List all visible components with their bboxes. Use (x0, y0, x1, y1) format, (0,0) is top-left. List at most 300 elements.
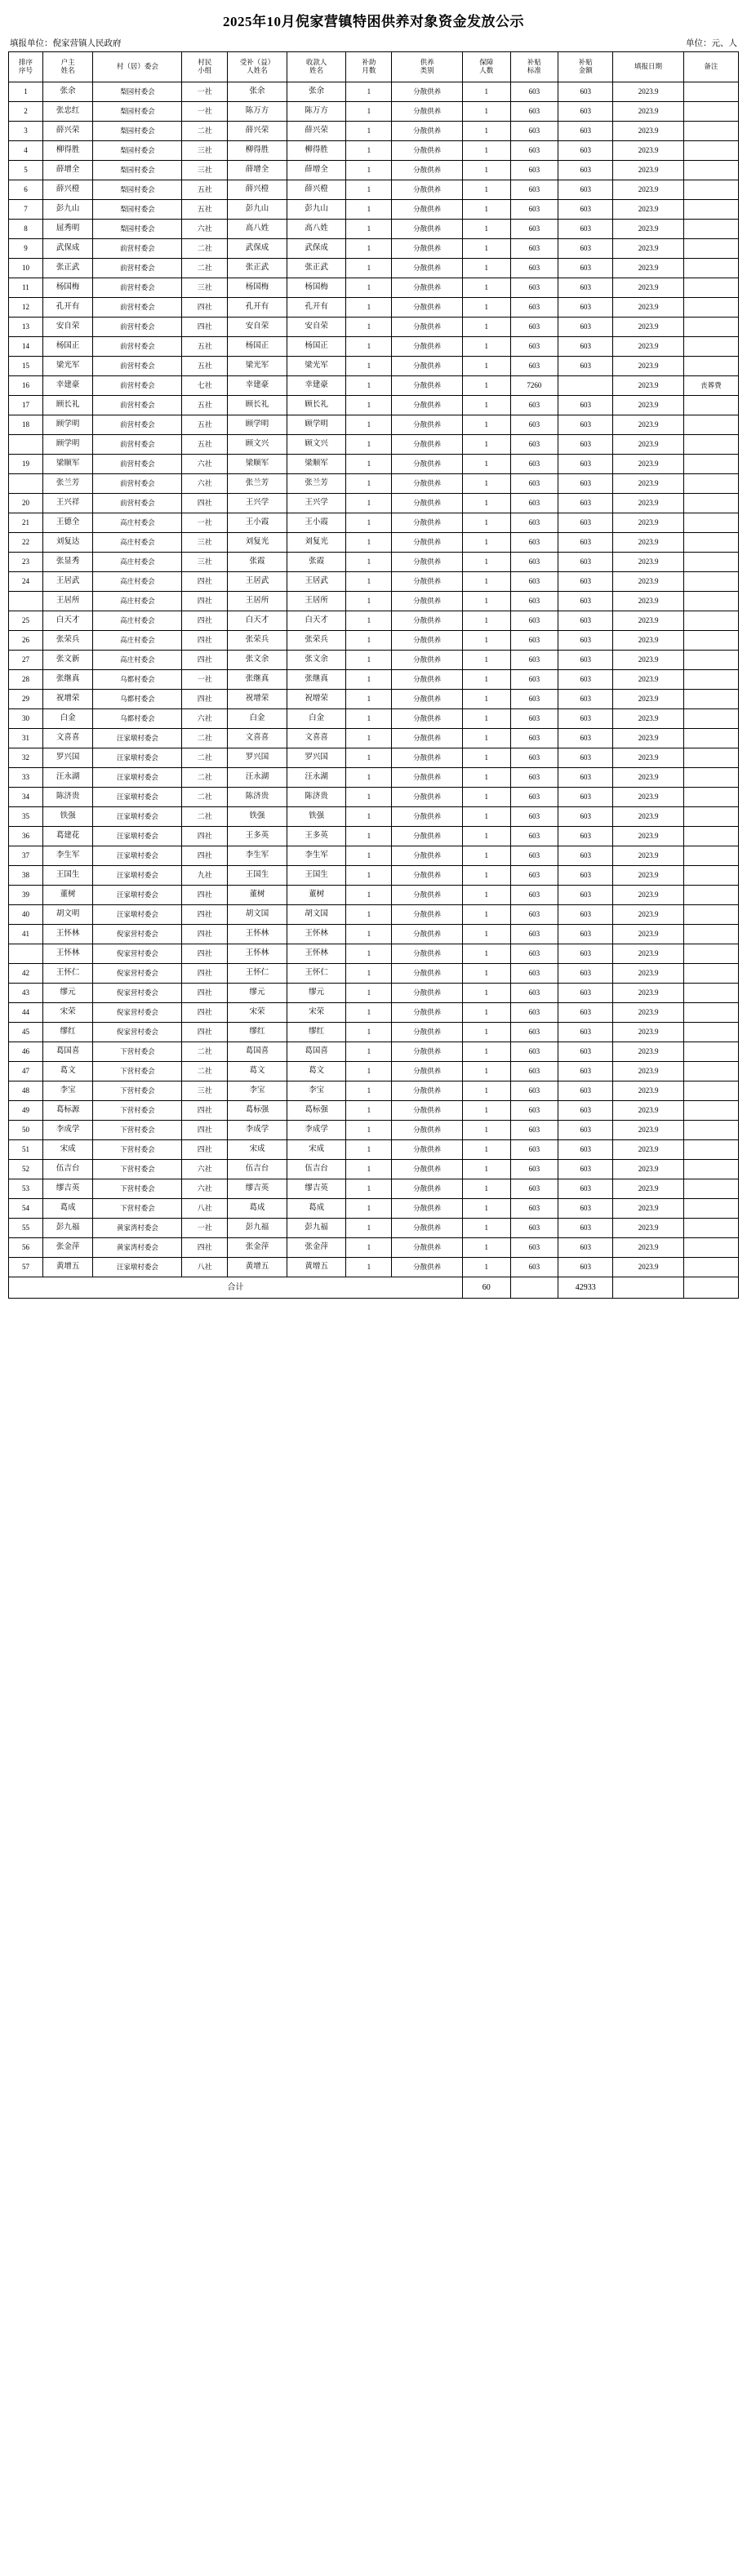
cell-count: 1 (462, 533, 510, 553)
cell-remark (683, 807, 738, 827)
cell-type: 分散供养 (392, 553, 463, 572)
cell-count: 1 (462, 220, 510, 239)
cell-head: 黄增五 (42, 1258, 92, 1277)
cell-amount: 603 (558, 1003, 613, 1023)
cell-count: 1 (462, 122, 510, 141)
cell-beneficiary: 张正武 (228, 259, 287, 278)
cell-no: 29 (9, 690, 43, 709)
cell-org: 前营村委会 (93, 318, 182, 337)
cell-remark (683, 102, 738, 122)
cell-no: 6 (9, 180, 43, 200)
table-row (9, 553, 739, 572)
cell-type: 分散供养 (392, 611, 463, 631)
cell-payee: 顾文兴 (287, 435, 346, 455)
cell-remark (683, 180, 738, 200)
cell-head: 葛建花 (42, 827, 92, 846)
cell-months: 1 (346, 1062, 392, 1081)
cell-no: 3 (9, 122, 43, 141)
cell-remark (683, 122, 738, 141)
cell-type: 分散供养 (392, 886, 463, 905)
cell-group: 四社 (182, 944, 228, 964)
cell-date: 2023.9 (613, 592, 684, 611)
cell-org: 下营村委会 (93, 1179, 182, 1199)
cell-std: 603 (510, 886, 558, 905)
cell-months: 1 (346, 1179, 392, 1199)
table-row (9, 611, 739, 631)
cell-payee: 刘复光 (287, 533, 346, 553)
cell-date: 2023.9 (613, 357, 684, 376)
cell-remark: 丧葬费 (683, 376, 738, 396)
cell-std: 7260 (510, 376, 558, 396)
cell-count: 1 (462, 611, 510, 631)
cell-org: 高庄村委会 (93, 533, 182, 553)
cell-org: 倪家营村委会 (93, 984, 182, 1003)
cell-group: 一社 (182, 1219, 228, 1238)
cell-type: 分散供养 (392, 1219, 463, 1238)
cell-remark (683, 1258, 738, 1277)
cell-remark (683, 1081, 738, 1101)
cell-head: 缪元 (42, 984, 92, 1003)
table-row (9, 1062, 739, 1081)
cell-count: 1 (462, 415, 510, 435)
cell-type: 分散供养 (392, 533, 463, 553)
cell-remark (683, 748, 738, 768)
table-row (9, 1042, 739, 1062)
cell-no: 55 (9, 1219, 43, 1238)
cell-count: 1 (462, 905, 510, 925)
cell-beneficiary: 梁顺军 (228, 455, 287, 474)
cell-date: 2023.9 (613, 435, 684, 455)
cell-amount: 603 (558, 1219, 613, 1238)
cell-std: 603 (510, 1003, 558, 1023)
cell-months: 1 (346, 435, 392, 455)
cell-amount: 603 (558, 1140, 613, 1160)
cell-group: 四社 (182, 925, 228, 944)
table-row (9, 298, 739, 318)
cell-std: 603 (510, 964, 558, 984)
table-row (9, 1101, 739, 1121)
cell-beneficiary: 彭九福 (228, 1219, 287, 1238)
cell-remark (683, 611, 738, 631)
cell-date: 2023.9 (613, 455, 684, 474)
cell-group: 二社 (182, 748, 228, 768)
cell-months: 1 (346, 807, 392, 827)
cell-head: 王国生 (42, 866, 92, 886)
cell-payee: 祝增荣 (287, 690, 346, 709)
cell-date: 2023.9 (613, 298, 684, 318)
cell-remark (683, 1101, 738, 1121)
cell-count: 1 (462, 1140, 510, 1160)
cell-head: 薛兴橙 (42, 180, 92, 200)
cell-std: 603 (510, 592, 558, 611)
table-row (9, 925, 739, 944)
cell-date: 2023.9 (613, 827, 684, 846)
cell-group: 一社 (182, 513, 228, 533)
cell-months: 1 (346, 631, 392, 651)
cell-date: 2023.9 (613, 180, 684, 200)
cell-count: 1 (462, 494, 510, 513)
cell-head: 薛增全 (42, 161, 92, 180)
cell-beneficiary: 王怀林 (228, 925, 287, 944)
cell-count: 1 (462, 102, 510, 122)
cell-std: 603 (510, 161, 558, 180)
cell-head: 张余 (42, 82, 92, 102)
cell-org: 下营村委会 (93, 1160, 182, 1179)
cell-months: 1 (346, 357, 392, 376)
cell-no: 42 (9, 964, 43, 984)
table-row (9, 866, 739, 886)
table-row (9, 455, 739, 474)
cell-type: 分散供养 (392, 905, 463, 925)
cell-amount: 603 (558, 298, 613, 318)
cell-head: 梁顺军 (42, 455, 92, 474)
cell-group: 二社 (182, 729, 228, 748)
cell-head: 白金 (42, 709, 92, 729)
cell-std: 603 (510, 944, 558, 964)
cell-std: 603 (510, 278, 558, 298)
cell-count: 1 (462, 455, 510, 474)
cell-org: 前营村委会 (93, 357, 182, 376)
cell-count: 1 (462, 670, 510, 690)
cell-no: 44 (9, 1003, 43, 1023)
cell-beneficiary: 缪元 (228, 984, 287, 1003)
cell-std: 603 (510, 611, 558, 631)
table-row (9, 1081, 739, 1101)
cell-no: 17 (9, 396, 43, 415)
cell-date: 2023.9 (613, 729, 684, 748)
cell-count: 1 (462, 1062, 510, 1081)
cell-std: 603 (510, 180, 558, 200)
cell-date: 2023.9 (613, 513, 684, 533)
cell-payee: 陈万方 (287, 102, 346, 122)
cell-payee: 孔开有 (287, 298, 346, 318)
cell-no: 4 (9, 141, 43, 161)
table-row (9, 180, 739, 200)
cell-org: 倪家营村委会 (93, 1003, 182, 1023)
cell-count: 1 (462, 768, 510, 788)
cell-remark (683, 533, 738, 553)
cell-beneficiary: 胡文国 (228, 905, 287, 925)
cell-months: 1 (346, 1003, 392, 1023)
cell-amount: 603 (558, 533, 613, 553)
cell-type: 分散供养 (392, 435, 463, 455)
cell-group: 九社 (182, 866, 228, 886)
cell-date: 2023.9 (613, 494, 684, 513)
cell-type: 分散供养 (392, 161, 463, 180)
cell-org: 前营村委会 (93, 494, 182, 513)
cell-no: 21 (9, 513, 43, 533)
cell-beneficiary: 张文余 (228, 651, 287, 670)
cell-std: 603 (510, 1238, 558, 1258)
table-row (9, 220, 739, 239)
column-header-8: 保障 人数 (462, 52, 510, 82)
cell-months: 1 (346, 905, 392, 925)
cell-std: 603 (510, 768, 558, 788)
cell-date: 2023.9 (613, 1238, 684, 1258)
cell-date: 2023.9 (613, 944, 684, 964)
cell-date: 2023.9 (613, 82, 684, 102)
cell-payee: 王多英 (287, 827, 346, 846)
cell-months: 1 (346, 180, 392, 200)
cell-org: 前营村委会 (93, 396, 182, 415)
cell-no: 40 (9, 905, 43, 925)
cell-org: 梨园村委会 (93, 161, 182, 180)
cell-std: 603 (510, 729, 558, 748)
total-row (9, 1277, 739, 1299)
cell-payee: 幸建豪 (287, 376, 346, 396)
cell-org: 高庄村委会 (93, 572, 182, 592)
cell-no: 52 (9, 1160, 43, 1179)
cell-beneficiary: 刘复光 (228, 533, 287, 553)
cell-payee: 伍吉台 (287, 1160, 346, 1179)
cell-date: 2023.9 (613, 611, 684, 631)
cell-org: 前营村委会 (93, 239, 182, 259)
cell-payee: 王兴学 (287, 494, 346, 513)
cell-type: 分散供养 (392, 964, 463, 984)
cell-std: 603 (510, 200, 558, 220)
cell-payee: 黄增五 (287, 1258, 346, 1277)
total-date-blank (613, 1277, 684, 1299)
cell-type: 分散供养 (392, 944, 463, 964)
cell-head: 李生军 (42, 846, 92, 866)
cell-remark (683, 1062, 738, 1081)
cell-amount: 603 (558, 357, 613, 376)
cell-months: 1 (346, 1199, 392, 1219)
cell-no: 28 (9, 670, 43, 690)
cell-org: 乌都村委会 (93, 690, 182, 709)
cell-org: 前营村委会 (93, 415, 182, 435)
cell-no: 36 (9, 827, 43, 846)
cell-head: 胡文明 (42, 905, 92, 925)
cell-group: 二社 (182, 768, 228, 788)
cell-no: 33 (9, 768, 43, 788)
cell-head: 文喜喜 (42, 729, 92, 748)
cell-months: 1 (346, 944, 392, 964)
cell-head: 葛标源 (42, 1101, 92, 1121)
table-row (9, 435, 739, 455)
cell-payee: 李生军 (287, 846, 346, 866)
cell-beneficiary: 文喜喜 (228, 729, 287, 748)
cell-head: 董树 (42, 886, 92, 905)
cell-date: 2023.9 (613, 220, 684, 239)
table-row (9, 748, 739, 768)
cell-amount: 603 (558, 905, 613, 925)
cell-type: 分散供养 (392, 592, 463, 611)
table-row (9, 239, 739, 259)
cell-std: 603 (510, 1042, 558, 1062)
cell-no: 10 (9, 259, 43, 278)
cell-beneficiary: 白天才 (228, 611, 287, 631)
cell-payee: 柳得胜 (287, 141, 346, 161)
cell-head: 陈济贵 (42, 788, 92, 807)
cell-no: 27 (9, 651, 43, 670)
cell-count: 1 (462, 1121, 510, 1140)
cell-org: 汪家墩村委会 (93, 1258, 182, 1277)
cell-beneficiary: 铁强 (228, 807, 287, 827)
cell-type: 分散供养 (392, 1042, 463, 1062)
cell-type: 分散供养 (392, 1003, 463, 1023)
cell-amount: 603 (558, 709, 613, 729)
cell-std: 603 (510, 553, 558, 572)
cell-org: 汪家墩村委会 (93, 905, 182, 925)
cell-org: 前营村委会 (93, 455, 182, 474)
cell-remark (683, 1023, 738, 1042)
cell-count: 1 (462, 82, 510, 102)
cell-remark (683, 709, 738, 729)
cell-remark (683, 318, 738, 337)
cell-remark (683, 141, 738, 161)
cell-months: 1 (346, 748, 392, 768)
cell-remark (683, 1179, 738, 1199)
cell-type: 分散供养 (392, 102, 463, 122)
cell-type: 分散供养 (392, 1023, 463, 1042)
cell-months: 1 (346, 239, 392, 259)
cell-group: 一社 (182, 102, 228, 122)
cell-amount: 603 (558, 1258, 613, 1277)
cell-amount: 603 (558, 494, 613, 513)
column-header-5: 收款人 姓名 (287, 52, 346, 82)
cell-beneficiary: 张兰芳 (228, 474, 287, 494)
cell-std: 603 (510, 690, 558, 709)
cell-no (9, 435, 43, 455)
column-header-0: 排序 序号 (9, 52, 43, 82)
table-row (9, 1121, 739, 1140)
table-row (9, 807, 739, 827)
cell-std: 603 (510, 396, 558, 415)
cell-amount: 603 (558, 925, 613, 944)
cell-head: 王怀仁 (42, 964, 92, 984)
cell-remark (683, 768, 738, 788)
cell-type: 分散供养 (392, 396, 463, 415)
cell-payee: 薛增全 (287, 161, 346, 180)
cell-remark (683, 1219, 738, 1238)
cell-head: 柳得胜 (42, 141, 92, 161)
cell-head: 杨国正 (42, 337, 92, 357)
table-row (9, 82, 739, 102)
cell-amount: 603 (558, 670, 613, 690)
cell-months: 1 (346, 553, 392, 572)
cell-head: 葛文 (42, 1062, 92, 1081)
cell-date: 2023.9 (613, 807, 684, 827)
cell-no: 49 (9, 1101, 43, 1121)
cell-date: 2023.9 (613, 1023, 684, 1042)
cell-amount (558, 376, 613, 396)
cell-payee: 王小霞 (287, 513, 346, 533)
cell-amount: 603 (558, 318, 613, 337)
cell-months: 1 (346, 768, 392, 788)
cell-payee: 李成学 (287, 1121, 346, 1140)
table-row (9, 1258, 739, 1277)
cell-org: 梨园村委会 (93, 220, 182, 239)
cell-amount: 603 (558, 1199, 613, 1219)
cell-date: 2023.9 (613, 886, 684, 905)
cell-remark (683, 651, 738, 670)
cell-date: 2023.9 (613, 278, 684, 298)
cell-amount: 603 (558, 200, 613, 220)
meta-row (8, 37, 739, 51)
cell-months: 1 (346, 513, 392, 533)
cell-std: 603 (510, 1121, 558, 1140)
cell-no: 39 (9, 886, 43, 905)
cell-date: 2023.9 (613, 651, 684, 670)
cell-date: 2023.9 (613, 415, 684, 435)
cell-group: 三社 (182, 161, 228, 180)
table-row (9, 141, 739, 161)
cell-org: 梨园村委会 (93, 180, 182, 200)
cell-type: 分散供养 (392, 474, 463, 494)
cell-type: 分散供养 (392, 259, 463, 278)
reporting-unit-value: 倪家营镇人民政府 (52, 39, 122, 48)
cell-group: 四社 (182, 611, 228, 631)
cell-payee: 缪元 (287, 984, 346, 1003)
cell-months: 1 (346, 161, 392, 180)
cell-beneficiary: 李生军 (228, 846, 287, 866)
table-row (9, 944, 739, 964)
cell-remark (683, 905, 738, 925)
cell-group: 四社 (182, 1023, 228, 1042)
total-count: 60 (462, 1277, 510, 1299)
cell-date: 2023.9 (613, 964, 684, 984)
cell-beneficiary: 顾文兴 (228, 435, 287, 455)
cell-count: 1 (462, 1023, 510, 1042)
cell-type: 分散供养 (392, 1179, 463, 1199)
cell-amount: 603 (558, 651, 613, 670)
cell-org: 下营村委会 (93, 1140, 182, 1160)
cell-type: 分散供养 (392, 1062, 463, 1081)
cell-type: 分散供养 (392, 1121, 463, 1140)
cell-count: 1 (462, 807, 510, 827)
cell-no: 47 (9, 1062, 43, 1081)
cell-no: 11 (9, 278, 43, 298)
cell-payee: 宋荣 (287, 1003, 346, 1023)
cell-amount: 603 (558, 455, 613, 474)
cell-group: 二社 (182, 788, 228, 807)
cell-amount: 603 (558, 220, 613, 239)
table-row (9, 161, 739, 180)
cell-beneficiary: 薛增全 (228, 161, 287, 180)
cell-head: 汪永湖 (42, 768, 92, 788)
cell-payee: 薛兴荣 (287, 122, 346, 141)
cell-months: 1 (346, 318, 392, 337)
cell-org: 前营村委会 (93, 278, 182, 298)
column-header-1: 户主 姓名 (42, 52, 92, 82)
table-row (9, 905, 739, 925)
cell-remark (683, 631, 738, 651)
cell-payee: 董树 (287, 886, 346, 905)
cell-remark (683, 357, 738, 376)
cell-type: 分散供养 (392, 651, 463, 670)
cell-no: 22 (9, 533, 43, 553)
cell-head: 葛成 (42, 1199, 92, 1219)
cell-head: 王居所 (42, 592, 92, 611)
cell-std: 603 (510, 122, 558, 141)
cell-amount: 603 (558, 435, 613, 455)
column-header-7: 供养 类别 (392, 52, 463, 82)
cell-date: 2023.9 (613, 709, 684, 729)
cell-head: 王德全 (42, 513, 92, 533)
cell-count: 1 (462, 788, 510, 807)
column-header-2: 村（居）委会 (93, 52, 182, 82)
cell-group: 六社 (182, 220, 228, 239)
cell-amount: 603 (558, 964, 613, 984)
cell-group: 一社 (182, 82, 228, 102)
cell-no: 13 (9, 318, 43, 337)
cell-std: 603 (510, 748, 558, 768)
cell-no: 12 (9, 298, 43, 318)
cell-head: 彭九山 (42, 200, 92, 220)
cell-type: 分散供养 (392, 298, 463, 318)
cell-count: 1 (462, 357, 510, 376)
